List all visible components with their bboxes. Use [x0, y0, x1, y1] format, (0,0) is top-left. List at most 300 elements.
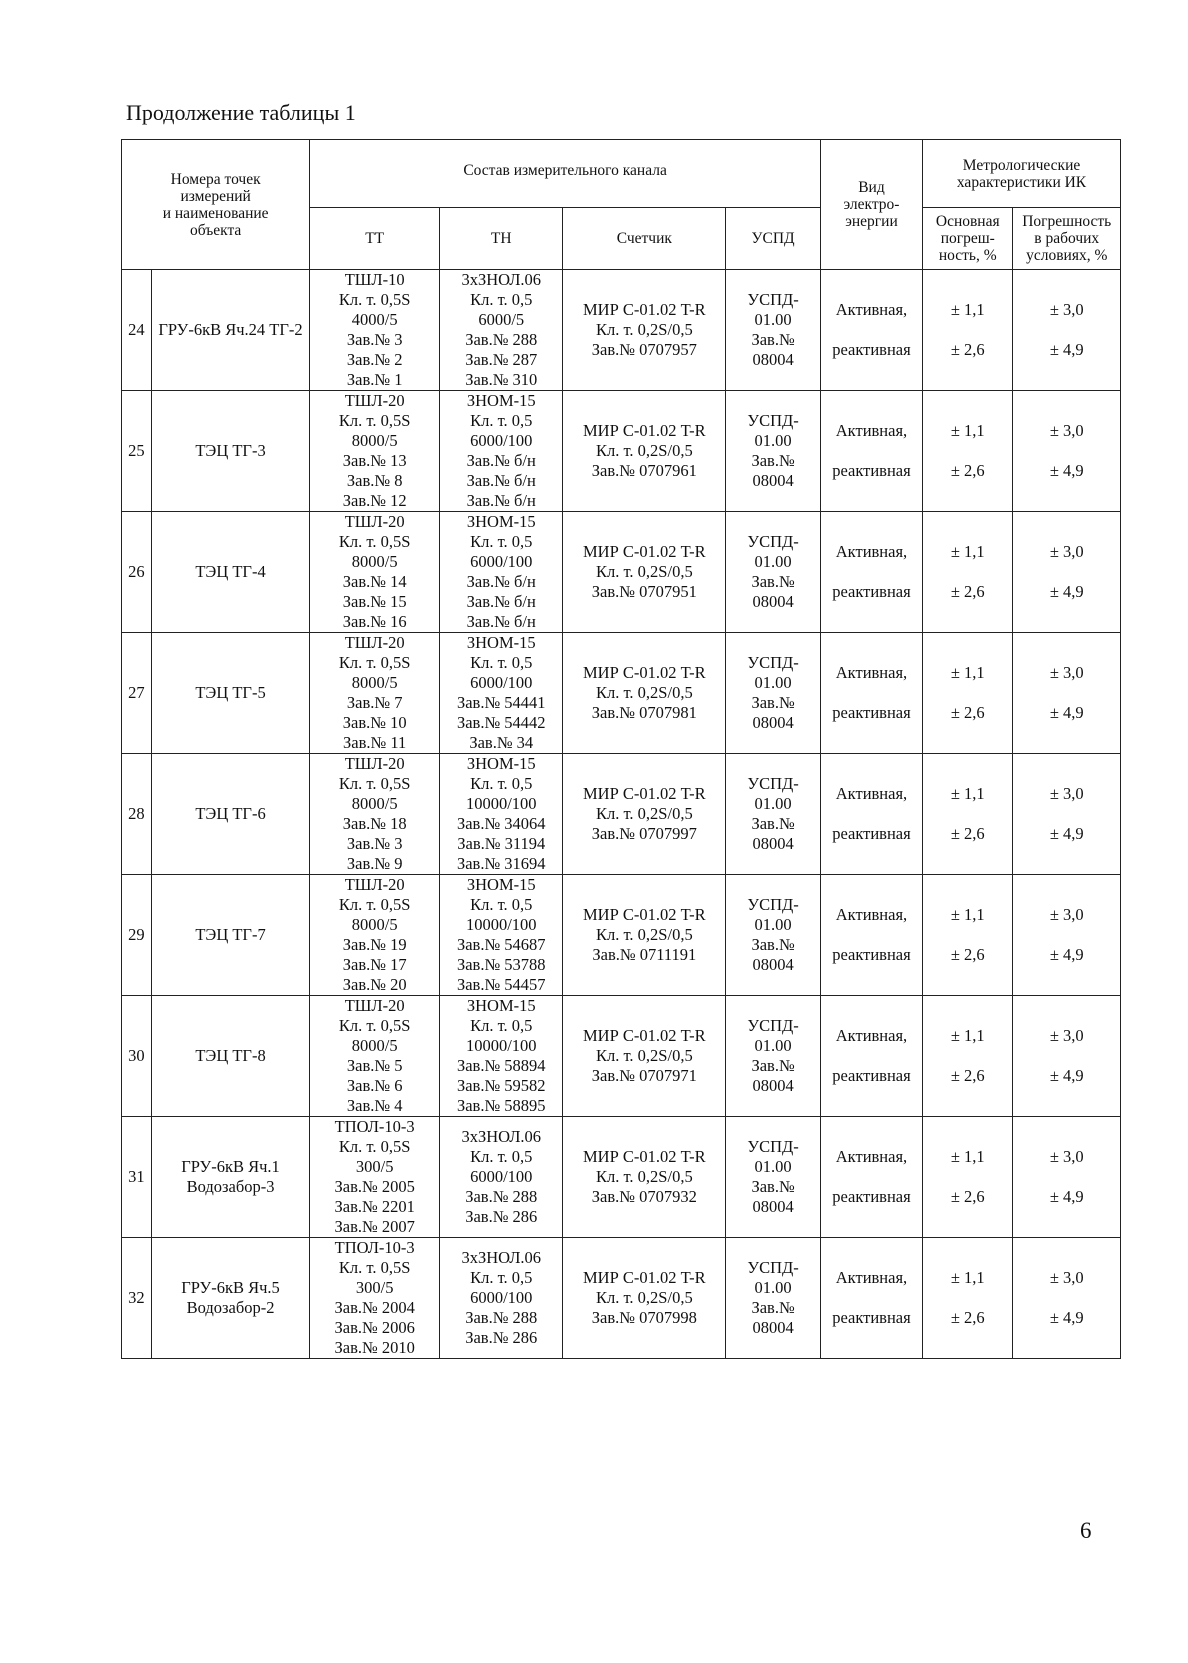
energy-type-reactive: реактивная	[832, 1066, 911, 1085]
object-name	[151, 1117, 310, 1238]
tn-cell	[440, 1117, 563, 1238]
energy-type-reactive: реактивная	[832, 340, 911, 359]
tt-cell-line: Зав.№ 2	[346, 350, 403, 369]
basic-error	[923, 270, 1013, 391]
tn-cell-line: 10000/100	[465, 1036, 537, 1055]
meter-cell	[563, 270, 726, 391]
meter-cell-line: Зав.№ 0707961	[591, 461, 697, 480]
tn-cell-line: Зав.№ б/н	[466, 491, 536, 510]
meter-cell	[563, 996, 726, 1117]
tt-cell	[310, 754, 440, 875]
basic-error-reactive: ± 2,6	[950, 703, 985, 722]
basic-error	[923, 1238, 1013, 1359]
object-name-line: Водозабор-2	[186, 1298, 275, 1317]
uspd-cell	[726, 875, 821, 996]
tt-cell-line: Зав.№ 10	[342, 713, 407, 732]
uspd-cell	[726, 1117, 821, 1238]
tn-cell	[440, 996, 563, 1117]
uspd-cell-line: УСПД-	[747, 895, 799, 914]
tt-cell-line: 8000/5	[351, 1036, 398, 1055]
uspd-cell-line: Зав.№	[751, 1177, 795, 1196]
tn-cell-line: ЗНОМ-15	[466, 754, 536, 773]
object-name	[151, 754, 310, 875]
tt-cell-line: Зав.№ 1	[346, 370, 403, 389]
tt-cell-line: Зав.№ 19	[342, 935, 407, 954]
tt-cell	[310, 270, 440, 391]
header-meter: Счетчик	[563, 208, 726, 270]
tn-cell-line: Зав.№ 288	[465, 1187, 538, 1206]
point-number: 27	[122, 633, 152, 754]
uspd-cell-line: УСПД-	[747, 774, 799, 793]
object-name	[151, 1238, 310, 1359]
uspd-cell-line: 01.00	[754, 431, 792, 450]
meter-cell	[563, 512, 726, 633]
energy-type-reactive: реактивная	[832, 1187, 911, 1206]
tn-cell-line: 6000/100	[470, 1167, 533, 1186]
page-number: 6	[1080, 1518, 1092, 1543]
object-name	[151, 996, 310, 1117]
meter-cell-line: МИР С-01.02 T-R	[582, 905, 706, 924]
tt-cell-line: 8000/5	[351, 794, 398, 813]
tn-cell-line: Зав.№ 59582	[456, 1076, 546, 1095]
working-error-reactive: ± 4,9	[1049, 461, 1084, 480]
tn-cell-line: Зав.№ 287	[465, 350, 538, 369]
uspd-cell-line: 01.00	[754, 310, 792, 329]
tn-cell-line: 6000/100	[470, 1288, 533, 1307]
tn-cell-line: Зав.№ 54687	[456, 935, 546, 954]
tt-cell	[310, 633, 440, 754]
tn-cell	[440, 633, 563, 754]
uspd-cell-line: 08004	[752, 1197, 794, 1216]
working-error-reactive: ± 4,9	[1049, 1066, 1084, 1085]
energy-type-reactive: реактивная	[832, 582, 911, 601]
tt-cell-line: Зав.№ 2007	[334, 1217, 415, 1236]
tn-cell-line: 10000/100	[465, 794, 537, 813]
tt-cell-line: 8000/5	[351, 431, 398, 450]
header-tn: ТН	[440, 208, 563, 270]
tt-cell	[310, 512, 440, 633]
tt-cell-line: 8000/5	[351, 915, 398, 934]
basic-error-active: ± 1,1	[950, 1268, 985, 1287]
uspd-cell-line: 08004	[752, 592, 794, 611]
working-error-active: ± 3,0	[1049, 784, 1084, 803]
tn-cell-line: ЗНОМ-15	[466, 996, 536, 1015]
uspd-cell-line: 01.00	[754, 794, 792, 813]
basic-error	[923, 391, 1013, 512]
energy-type	[820, 391, 922, 512]
tt-cell-line: 300/5	[355, 1278, 394, 1297]
meter-cell-line: Кл. т. 0,2S/0,5	[595, 683, 693, 702]
header-metrology: Метрологические характеристики ИК	[923, 140, 1121, 208]
tn-cell-line: 3хЗНОЛ.06	[461, 1248, 542, 1267]
tn-cell-line: Кл. т. 0,5	[470, 1016, 533, 1035]
meter-cell-line: Зав.№ 0707981	[591, 703, 697, 722]
tt-cell-line: ТШЛ-20	[344, 754, 405, 773]
meter-cell-line: Зав.№ 0707971	[591, 1066, 697, 1085]
table-row	[122, 270, 1121, 391]
uspd-cell-line: 08004	[752, 1076, 794, 1095]
object-name-line: ТЭЦ ТГ-5	[195, 683, 266, 702]
working-error-active: ± 3,0	[1049, 905, 1084, 924]
energy-type-reactive: реактивная	[832, 945, 911, 964]
basic-error-reactive: ± 2,6	[950, 1187, 985, 1206]
uspd-cell-line: 08004	[752, 350, 794, 369]
basic-error-active: ± 1,1	[950, 663, 985, 682]
tt-cell-line: Зав.№ 17	[342, 955, 407, 974]
uspd-cell-line: УСПД-	[747, 1137, 799, 1156]
tt-cell	[310, 1238, 440, 1359]
tt-cell-line: Кл. т. 0,5S	[338, 411, 411, 430]
basic-error-reactive: ± 2,6	[950, 461, 985, 480]
basic-error	[923, 633, 1013, 754]
tn-cell-line: Зав.№ б/н	[466, 572, 536, 591]
uspd-cell-line: 01.00	[754, 552, 792, 571]
meter-cell	[563, 1238, 726, 1359]
basic-error-active: ± 1,1	[950, 300, 985, 319]
header-working-error: Погрешность в рабочих условиях, %	[1013, 208, 1121, 270]
tn-cell-line: Зав.№ 54441	[456, 693, 546, 712]
tn-cell-line: Зав.№ 31194	[457, 834, 546, 853]
tn-cell-line: Зав.№ б/н	[466, 592, 536, 611]
tt-cell-line: ТШЛ-20	[344, 996, 405, 1015]
uspd-cell-line: 08004	[752, 1318, 794, 1337]
uspd-cell-line: 08004	[752, 713, 794, 732]
meter-cell-line: МИР С-01.02 T-R	[582, 1026, 706, 1045]
tn-cell-line: ЗНОМ-15	[466, 875, 536, 894]
tn-cell-line: Зав.№ б/н	[466, 471, 536, 490]
object-name	[151, 633, 310, 754]
energy-type	[820, 996, 922, 1117]
point-number: 28	[122, 754, 152, 875]
header-energy-type: Вид электро- энергии	[820, 140, 922, 270]
uspd-cell	[726, 754, 821, 875]
tn-cell-line: ЗНОМ-15	[466, 391, 536, 410]
table-caption: Продолжение таблицы 1	[126, 100, 356, 125]
uspd-cell-line: 08004	[752, 834, 794, 853]
uspd-cell-line: Зав.№	[751, 1056, 795, 1075]
header-composition: Состав измерительного канала	[310, 140, 821, 208]
energy-type-active: Активная,	[835, 300, 908, 319]
tt-cell-line: Кл. т. 0,5S	[338, 653, 411, 672]
working-error-reactive: ± 4,9	[1049, 945, 1084, 964]
tt-cell-line: ТПОЛ-10-3	[334, 1238, 415, 1257]
uspd-cell-line: 01.00	[754, 915, 792, 934]
meter-cell-line: МИР С-01.02 T-R	[582, 300, 706, 319]
tt-cell-line: 8000/5	[351, 673, 398, 692]
tn-cell-line: Кл. т. 0,5	[470, 1268, 533, 1287]
working-error-active: ± 3,0	[1049, 542, 1084, 561]
uspd-cell-line: Зав.№	[751, 1298, 795, 1317]
meter-cell-line: Зав.№ 0707997	[591, 824, 697, 843]
uspd-cell-line: УСПД-	[747, 1258, 799, 1277]
table-row	[122, 1238, 1121, 1359]
table-body	[122, 270, 1121, 1359]
tn-cell-line: 3хЗНОЛ.06	[461, 1127, 542, 1146]
meter-cell-line: Кл. т. 0,2S/0,5	[595, 562, 693, 581]
measurement-channels-table	[121, 139, 1121, 1359]
tn-cell-line: Зав.№ 310	[465, 370, 538, 389]
tn-cell-line: Кл. т. 0,5	[470, 1147, 533, 1166]
tt-cell-line: Зав.№ 15	[342, 592, 407, 611]
point-number: 30	[122, 996, 152, 1117]
energy-type	[820, 633, 922, 754]
meter-cell	[563, 1117, 726, 1238]
basic-error-reactive: ± 2,6	[950, 824, 985, 843]
tt-cell-line: ТШЛ-20	[344, 512, 405, 531]
working-error-reactive: ± 4,9	[1049, 824, 1084, 843]
basic-error	[923, 754, 1013, 875]
tt-cell-line: 4000/5	[351, 310, 398, 329]
point-number: 29	[122, 875, 152, 996]
energy-type-active: Активная,	[835, 542, 908, 561]
meter-cell-line: Кл. т. 0,2S/0,5	[595, 804, 693, 823]
meter-cell	[563, 875, 726, 996]
basic-error	[923, 512, 1013, 633]
working-error	[1013, 754, 1121, 875]
table-row	[122, 1117, 1121, 1238]
basic-error-active: ± 1,1	[950, 542, 985, 561]
object-name-line: ТЭЦ ТГ-7	[195, 925, 266, 944]
basic-error-active: ± 1,1	[950, 1026, 985, 1045]
tn-cell-line: Зав.№ 58895	[456, 1096, 546, 1115]
tt-cell-line: ТПОЛ-10-3	[334, 1117, 415, 1136]
energy-type-active: Активная,	[835, 1026, 908, 1045]
meter-cell-line: Зав.№ 0711191	[592, 945, 697, 964]
table-row	[122, 391, 1121, 512]
tn-cell-line: 10000/100	[465, 915, 537, 934]
tt-cell-line: ТШЛ-10	[344, 270, 405, 289]
tt-cell-line: Зав.№ 16	[342, 612, 407, 631]
object-name-line: ТЭЦ ТГ-6	[195, 804, 266, 823]
tt-cell-line: Кл. т. 0,5S	[338, 774, 411, 793]
energy-type	[820, 875, 922, 996]
uspd-cell-line: УСПД-	[747, 532, 799, 551]
tt-cell	[310, 1117, 440, 1238]
energy-type	[820, 1238, 922, 1359]
tt-cell-line: ТШЛ-20	[344, 391, 405, 410]
tt-cell-line: Зав.№ 14	[342, 572, 407, 591]
tn-cell-line: Зав.№ 54442	[456, 713, 546, 732]
meter-cell	[563, 633, 726, 754]
table-row	[122, 754, 1121, 875]
uspd-cell-line: УСПД-	[747, 290, 799, 309]
working-error	[1013, 1117, 1121, 1238]
uspd-cell-line: Зав.№	[751, 814, 795, 833]
tn-cell-line: Зав.№ 54457	[456, 975, 546, 994]
header-basic-error: Основная погреш- ность, %	[923, 208, 1013, 270]
tt-cell	[310, 391, 440, 512]
tt-cell-line: Зав.№ 4	[346, 1096, 403, 1115]
uspd-cell-line: Зав.№	[751, 572, 795, 591]
tt-cell-line: Зав.№ 18	[342, 814, 407, 833]
object-name-line: ГРУ-6кВ Яч.5	[181, 1278, 280, 1297]
point-number: 25	[122, 391, 152, 512]
uspd-cell	[726, 633, 821, 754]
meter-cell-line: Кл. т. 0,2S/0,5	[595, 925, 693, 944]
working-error-active: ± 3,0	[1049, 663, 1084, 682]
basic-error-reactive: ± 2,6	[950, 1066, 985, 1085]
tn-cell-line: 6000/5	[478, 310, 525, 329]
tt-cell-line: Зав.№ 3	[346, 834, 403, 853]
tn-cell	[440, 512, 563, 633]
basic-error-reactive: ± 2,6	[950, 1308, 985, 1327]
tn-cell-line: Зав.№ 58894	[456, 1056, 546, 1075]
working-error-active: ± 3,0	[1049, 1026, 1084, 1045]
tt-cell-line: Зав.№ 2201	[334, 1197, 415, 1216]
tn-cell-line: Кл. т. 0,5	[470, 653, 533, 672]
uspd-cell-line: УСПД-	[747, 411, 799, 430]
tt-cell-line: Зав.№ 7	[346, 693, 403, 712]
tt-cell-line: Зав.№ 2004	[334, 1298, 415, 1317]
tt-cell-line: ТШЛ-20	[344, 633, 405, 652]
object-name	[151, 391, 310, 512]
energy-type	[820, 1117, 922, 1238]
tn-cell-line: Кл. т. 0,5	[470, 895, 533, 914]
tt-cell-line: Зав.№ 20	[342, 975, 407, 994]
tn-cell-line: Кл. т. 0,5	[470, 411, 533, 430]
tn-cell-line: Зав.№ 288	[465, 330, 538, 349]
meter-cell	[563, 754, 726, 875]
meter-cell-line: МИР С-01.02 T-R	[582, 663, 706, 682]
table-row	[122, 512, 1121, 633]
object-name-line: ТЭЦ ТГ-4	[195, 562, 266, 581]
header-uspd: УСПД	[726, 208, 821, 270]
header-points: Номера точек измерений и наименование объекта	[122, 140, 310, 270]
tn-cell-line: Зав.№ б/н	[466, 451, 536, 470]
energy-type-active: Активная,	[835, 421, 908, 440]
meter-cell-line: Зав.№ 0707951	[591, 582, 697, 601]
meter-cell-line: Кл. т. 0,2S/0,5	[595, 441, 693, 460]
energy-type	[820, 512, 922, 633]
basic-error	[923, 875, 1013, 996]
meter-cell-line: Кл. т. 0,2S/0,5	[595, 320, 693, 339]
uspd-cell	[726, 512, 821, 633]
uspd-cell-line: 08004	[752, 471, 794, 490]
tt-cell-line: Зав.№ 2005	[334, 1177, 415, 1196]
basic-error	[923, 1117, 1013, 1238]
tn-cell-line: Зав.№ 286	[465, 1328, 538, 1347]
tt-cell	[310, 875, 440, 996]
tt-cell-line: Кл. т. 0,5S	[338, 532, 411, 551]
working-error	[1013, 512, 1121, 633]
uspd-cell-line: Зав.№	[751, 330, 795, 349]
object-name	[151, 875, 310, 996]
meter-cell-line: МИР С-01.02 T-R	[582, 784, 706, 803]
uspd-cell-line: Зав.№	[751, 935, 795, 954]
uspd-cell	[726, 391, 821, 512]
energy-type-reactive: реактивная	[832, 461, 911, 480]
tn-cell-line: Зав.№ 53788	[456, 955, 546, 974]
tn-cell-line: Кл. т. 0,5	[470, 290, 533, 309]
point-number: 24	[122, 270, 152, 391]
basic-error-reactive: ± 2,6	[950, 945, 985, 964]
object-name-line: ГРУ-6кВ Яч.1	[181, 1157, 280, 1176]
working-error	[1013, 875, 1121, 996]
working-error-reactive: ± 4,9	[1049, 703, 1084, 722]
tn-cell-line: Зав.№ 286	[465, 1207, 538, 1226]
working-error-active: ± 3,0	[1049, 1147, 1084, 1166]
tn-cell-line: Зав.№ 34	[469, 733, 534, 752]
working-error	[1013, 1238, 1121, 1359]
basic-error-active: ± 1,1	[950, 784, 985, 803]
tt-cell-line: Кл. т. 0,5S	[338, 895, 411, 914]
basic-error-active: ± 1,1	[950, 1147, 985, 1166]
tt-cell-line: Зав.№ 13	[342, 451, 407, 470]
tt-cell-line: Зав.№ 6	[346, 1076, 403, 1095]
tt-cell-line: Зав.№ 2006	[334, 1318, 415, 1337]
tn-cell	[440, 754, 563, 875]
basic-error-reactive: ± 2,6	[950, 582, 985, 601]
energy-type-reactive: реактивная	[832, 703, 911, 722]
working-error-active: ± 3,0	[1049, 300, 1084, 319]
basic-error	[923, 996, 1013, 1117]
tt-cell-line: Зав.№ 12	[342, 491, 407, 510]
point-number: 26	[122, 512, 152, 633]
tt-cell-line: Кл. т. 0,5S	[338, 1258, 411, 1277]
tn-cell-line: 6000/100	[470, 673, 533, 692]
uspd-cell-line: Зав.№	[751, 451, 795, 470]
energy-type	[820, 270, 922, 391]
table-row	[122, 996, 1121, 1117]
meter-cell-line: МИР С-01.02 T-R	[582, 421, 706, 440]
tn-cell-line: Зав.№ б/н	[466, 612, 536, 631]
tn-cell	[440, 875, 563, 996]
working-error	[1013, 391, 1121, 512]
meter-cell-line: Зав.№ 0707998	[591, 1308, 697, 1327]
basic-error-active: ± 1,1	[950, 421, 985, 440]
object-name-line: ГРУ-6кВ Яч.24 ТГ-2	[158, 320, 303, 339]
tt-cell-line: Зав.№ 8	[346, 471, 403, 490]
energy-type-active: Активная,	[835, 1268, 908, 1287]
uspd-cell-line: УСПД-	[747, 1016, 799, 1035]
meter-cell-line: Зав.№ 0707932	[591, 1187, 697, 1206]
meter-cell-line: Кл. т. 0,2S/0,5	[595, 1046, 693, 1065]
tt-cell-line: Кл. т. 0,5S	[338, 1016, 411, 1035]
table-row	[122, 875, 1121, 996]
energy-type	[820, 754, 922, 875]
object-name-line: ТЭЦ ТГ-3	[195, 441, 266, 460]
tt-cell-line: 8000/5	[351, 552, 398, 571]
tt-cell-line: ТШЛ-20	[344, 875, 405, 894]
working-error-active: ± 3,0	[1049, 1268, 1084, 1287]
tn-cell-line: ЗНОМ-15	[466, 633, 536, 652]
tn-cell-line: Кл. т. 0,5	[470, 532, 533, 551]
tt-cell-line: Зав.№ 2010	[334, 1338, 415, 1357]
meter-cell-line: Кл. т. 0,2S/0,5	[595, 1167, 693, 1186]
working-error	[1013, 633, 1121, 754]
tt-cell-line: Кл. т. 0,5S	[338, 290, 411, 309]
uspd-cell-line: УСПД-	[747, 653, 799, 672]
tt-cell-line: Зав.№ 3	[346, 330, 403, 349]
tt-cell-line: Зав.№ 9	[346, 854, 403, 873]
uspd-cell	[726, 996, 821, 1117]
basic-error-reactive: ± 2,6	[950, 340, 985, 359]
working-error	[1013, 996, 1121, 1117]
tn-cell-line: 3хЗНОЛ.06	[461, 270, 542, 289]
tn-cell-line: Зав.№ 288	[465, 1308, 538, 1327]
tt-cell-line: Зав.№ 5	[346, 1056, 403, 1075]
tt-cell-line: 300/5	[355, 1157, 394, 1176]
uspd-cell-line: Зав.№	[751, 693, 795, 712]
point-number: 32	[122, 1238, 152, 1359]
tn-cell-line: 6000/100	[470, 552, 533, 571]
uspd-cell-line: 01.00	[754, 1278, 792, 1297]
energy-type-active: Активная,	[835, 905, 908, 924]
working-error	[1013, 270, 1121, 391]
object-name	[151, 512, 310, 633]
object-name-line: Водозабор-3	[186, 1177, 275, 1196]
tn-cell-line: ЗНОМ-15	[466, 512, 536, 531]
